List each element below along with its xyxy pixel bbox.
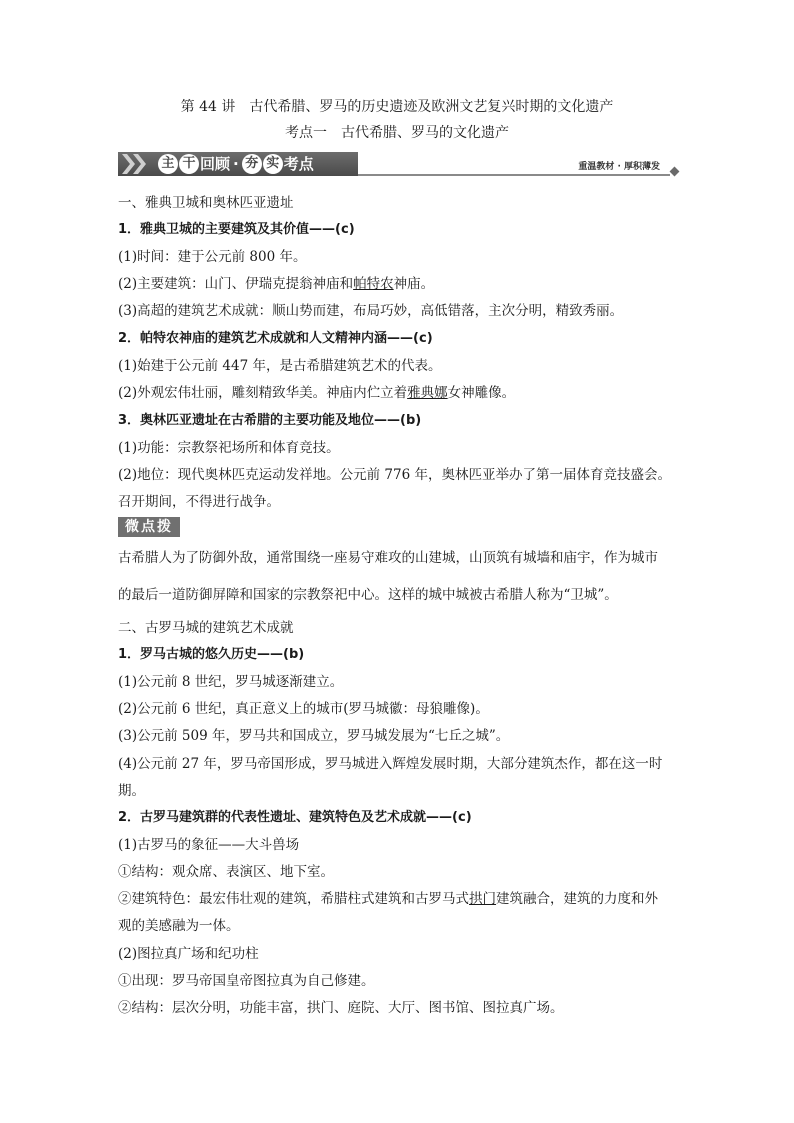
s1-para-3: (3)高超的建筑艺术成就：顺山势而建，布局巧妙，高低错落，主次分明，精致秀丽。: [118, 303, 624, 319]
banner-title: [158, 153, 314, 175]
banner-text-kaodian: 考点: [283, 155, 314, 173]
s1-para-5-underlined: 雅典娜: [407, 385, 448, 401]
banner-motto: 重温教材 · 厚积薄发: [578, 162, 660, 172]
banner-text-huigu: 回顾: [200, 155, 231, 173]
s1-para-7-cont: 召开期间，不得进行战争。: [118, 494, 280, 510]
section2-heading: 二、古罗马城的建筑艺术成就: [118, 620, 294, 636]
s2-para-4-cont: 期。: [118, 783, 145, 799]
s1-para-5: [118, 381, 515, 401]
s2-para-7: [118, 887, 658, 907]
s2-para-7-b: 建筑融合，建筑的力度和外: [496, 891, 658, 907]
section-banner: [118, 150, 678, 180]
s1-para-4: (1)始建于公元前 447 年，是古希腊建筑艺术的代表。: [118, 358, 442, 374]
s2-para-7-a: ②建筑特色：最宏伟壮观的建筑，希腊柱式建筑和古罗马式: [118, 891, 469, 907]
tip-label: 微点拨: [118, 517, 180, 537]
s1-para-2-b: 神庙。: [393, 276, 435, 292]
s2-para-6: ①结构：观众席、表演区、地下室。: [118, 864, 334, 880]
s2-question-2: 2．古罗马建筑群的代表性遗址、建筑特色及艺术成就——(c): [118, 810, 472, 825]
section1-heading: 一、雅典卫城和奥林匹亚遗址: [118, 195, 294, 211]
banner-char-gan: 干: [179, 154, 199, 174]
s1-para-5-b: 女神雕像。: [447, 385, 516, 401]
s1-para-2-underlined: 帕特农: [353, 276, 394, 292]
banner-dot: ·: [233, 155, 239, 173]
s1-para-1: (1)时间：建于公元前 800 年。: [118, 249, 307, 265]
banner-rule: [358, 174, 670, 176]
s2-para-3: (3)公元前 509 年，罗马共和国成立，罗马城发展为“七丘之城”。: [118, 728, 510, 744]
s2-para-1: (1)公元前 8 世纪，罗马城逐渐建立。: [118, 674, 344, 690]
s2-question-1: 1．罗马古城的悠久历史——(b): [118, 647, 305, 662]
tip-text-2: 的最后一道防御屏障和国家的宗教祭祀中心。这样的城中城被古希腊人称为“卫城”。: [118, 587, 618, 603]
s1-question-3: 3．奥林匹亚遗址在古希腊的主要功能及地位——(b): [118, 413, 422, 428]
tip-text-1: 古希腊人为了防御外敌，通常围绕一座易守难攻的山建城，山顶筑有城墙和庙宇，作为城市: [118, 550, 658, 566]
s2-para-2: (2)公元前 6 世纪，真正意义上的城市(罗马城徽：母狼雕像)。: [118, 701, 489, 717]
s2-para-8: (2)图拉真广场和纪功柱: [118, 946, 259, 962]
s1-para-5-a: (2)外观宏伟壮丽，雕刻精致华美。神庙内伫立着: [118, 385, 408, 401]
s1-question-2: 2．帕特农神庙的建筑艺术成就和人文精神内涵——(c): [118, 331, 433, 346]
s2-para-9: ①出现：罗马帝国皇帝图拉真为自己修建。: [118, 973, 375, 989]
banner-char-zhu: 主: [158, 154, 178, 174]
s1-question-1: 1．雅典卫城的主要建筑及其价值——(c): [118, 222, 355, 237]
chevron-icon: [118, 152, 154, 176]
diamond-icon: [670, 167, 680, 177]
s2-para-5: (1)古罗马的象征——大斗兽场: [118, 837, 300, 853]
s1-para-2-a: (2)主要建筑：山门、伊瑞克提翁神庙和: [118, 276, 354, 292]
banner-char-shi: 实: [263, 154, 283, 174]
lecture-title: 第 44 讲 古代希腊、罗马的历史遗迹及欧洲文艺复兴时期的文化遗产: [180, 99, 614, 115]
topic-title: 考点一 古代希腊、罗马的文化遗产: [285, 125, 509, 141]
s1-para-7: (2)地位：现代奥林匹克运动发祥地。公元前 776 年，奥林匹亚举办了第一届体育竞技盛会。: [118, 467, 671, 483]
s1-para-6: (1)功能：宗教祭祀场所和体育竞技。: [118, 440, 340, 456]
banner-char-hang: 夯: [242, 154, 262, 174]
s1-para-2: [118, 272, 434, 292]
s2-para-10: ②结构：层次分明，功能丰富，拱门、庭院、大厅、图书馆、图拉真广场。: [118, 1000, 564, 1016]
s2-para-7-cont: 观的美感融为一体。: [118, 918, 240, 934]
s2-para-4: (4)公元前 27 年，罗马帝国形成，罗马城进入辉煌发展时期，大部分建筑杰作，都在这一时: [118, 756, 663, 772]
s2-para-7-underlined: 拱门: [469, 891, 496, 907]
